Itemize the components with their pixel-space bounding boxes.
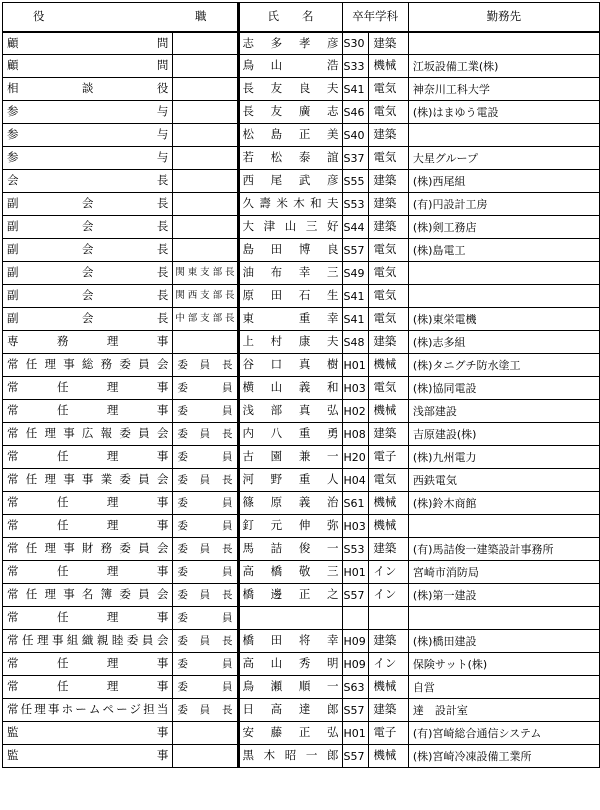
header-workplace: 勤務先 bbox=[408, 3, 599, 32]
role-cell: 常任理事 bbox=[3, 515, 173, 538]
name-cell: 久壽米木和夫 bbox=[238, 193, 342, 216]
table-row bbox=[3, 55, 600, 78]
role-cell: 副会長 bbox=[3, 239, 173, 262]
name-cell: 内八重勇 bbox=[238, 423, 342, 446]
role-cell: 顧問 bbox=[3, 32, 173, 55]
department-cell: 建築 bbox=[369, 170, 408, 193]
grad-year-cell: S41 bbox=[342, 285, 369, 308]
department-cell: 機械 bbox=[369, 492, 408, 515]
table-row bbox=[3, 170, 600, 193]
grad-year-cell: S37 bbox=[342, 147, 369, 170]
grad-year-cell: H01 bbox=[342, 561, 369, 584]
role-cell: 専務理事 bbox=[3, 331, 173, 354]
workplace-cell: (株)剣工務店 bbox=[408, 216, 599, 239]
role-cell: 副会長 bbox=[3, 262, 173, 285]
grad-year-cell: H09 bbox=[342, 630, 369, 653]
department-cell: イン bbox=[369, 653, 408, 676]
department-cell: 電気 bbox=[369, 285, 408, 308]
department-cell: イン bbox=[369, 561, 408, 584]
workplace-cell: 浅部建設 bbox=[408, 400, 599, 423]
name-cell: 若松泰誼 bbox=[238, 147, 342, 170]
workplace-cell: (有)馬詰俊一建築設計事務所 bbox=[408, 538, 599, 561]
grad-year-cell: S55 bbox=[342, 170, 369, 193]
department-cell: 機械 bbox=[369, 354, 408, 377]
grad-year-cell: S48 bbox=[342, 331, 369, 354]
table-row bbox=[3, 446, 600, 469]
table-row bbox=[3, 331, 600, 354]
sub-role-cell: 中部支部長 bbox=[173, 308, 238, 331]
table-row bbox=[3, 423, 600, 446]
sub-role-cell: 委員 bbox=[173, 400, 238, 423]
grad-year-cell: S41 bbox=[342, 78, 369, 101]
grad-year-cell: S40 bbox=[342, 124, 369, 147]
sub-role-cell: 委員長 bbox=[173, 469, 238, 492]
department-cell: 電気 bbox=[369, 308, 408, 331]
table-row bbox=[3, 262, 600, 285]
name-cell: 橋田将幸 bbox=[238, 630, 342, 653]
department-cell: 建築 bbox=[369, 630, 408, 653]
grad-year-cell: H09 bbox=[342, 653, 369, 676]
role-cell: 監事 bbox=[3, 745, 173, 768]
role-cell: 常任理事名簿委員会 bbox=[3, 584, 173, 607]
name-cell: 油布幸三 bbox=[238, 262, 342, 285]
table-row bbox=[3, 193, 600, 216]
table-row bbox=[3, 377, 600, 400]
grad-year-cell: S46 bbox=[342, 101, 369, 124]
role-cell: 監事 bbox=[3, 722, 173, 745]
table-row bbox=[3, 469, 600, 492]
header-role: 役 職 bbox=[3, 3, 239, 32]
department-cell: 電気 bbox=[369, 239, 408, 262]
department-cell: 電気 bbox=[369, 78, 408, 101]
grad-year-cell: S49 bbox=[342, 262, 369, 285]
name-cell: 長友良夫 bbox=[238, 78, 342, 101]
table-row bbox=[3, 216, 600, 239]
sub-role-cell bbox=[173, 722, 238, 745]
department-cell: 建築 bbox=[369, 193, 408, 216]
grad-year-cell: S30 bbox=[342, 32, 369, 55]
name-cell: 篠原義治 bbox=[238, 492, 342, 515]
grad-year-cell: S41 bbox=[342, 308, 369, 331]
name-cell: 古園兼一 bbox=[238, 446, 342, 469]
workplace-cell: (有)円設計工房 bbox=[408, 193, 599, 216]
table-row bbox=[3, 538, 600, 561]
workplace-cell: 江坂設備工業(株) bbox=[408, 55, 599, 78]
workplace-cell bbox=[408, 32, 599, 55]
sub-role-cell bbox=[173, 32, 238, 55]
sub-role-cell: 委員 bbox=[173, 653, 238, 676]
grad-year-cell: S53 bbox=[342, 538, 369, 561]
grad-year-cell: S33 bbox=[342, 55, 369, 78]
officer-roster-table bbox=[2, 2, 600, 768]
workplace-cell: (株)東栄電機 bbox=[408, 308, 599, 331]
department-cell: 建築 bbox=[369, 423, 408, 446]
workplace-cell: (株)はまゆう電設 bbox=[408, 101, 599, 124]
department-cell: 機械 bbox=[369, 745, 408, 768]
role-cell: 副会長 bbox=[3, 193, 173, 216]
sub-role-cell: 委員長 bbox=[173, 699, 238, 722]
role-cell: 副会長 bbox=[3, 308, 173, 331]
sub-role-cell: 委員 bbox=[173, 515, 238, 538]
sub-role-cell: 委員 bbox=[173, 561, 238, 584]
grad-year-cell: S57 bbox=[342, 745, 369, 768]
table-row bbox=[3, 630, 600, 653]
role-cell: 常任理事総務委員会 bbox=[3, 354, 173, 377]
workplace-cell: 達 設計室 bbox=[408, 699, 599, 722]
sub-role-cell: 委員長 bbox=[173, 423, 238, 446]
department-cell bbox=[369, 607, 408, 630]
department-cell: 電子 bbox=[369, 446, 408, 469]
sub-role-cell bbox=[173, 55, 238, 78]
name-cell: 浅部真弘 bbox=[238, 400, 342, 423]
name-cell: 馬詰俊一 bbox=[238, 538, 342, 561]
sub-role-cell bbox=[173, 124, 238, 147]
role-cell: 常任理事 bbox=[3, 676, 173, 699]
workplace-cell: (株)宮崎冷凍設備工業所 bbox=[408, 745, 599, 768]
table-row bbox=[3, 239, 600, 262]
department-cell: 建築 bbox=[369, 216, 408, 239]
table-row bbox=[3, 354, 600, 377]
sub-role-cell bbox=[173, 331, 238, 354]
role-cell: 顧問 bbox=[3, 55, 173, 78]
department-cell: 建築 bbox=[369, 699, 408, 722]
workplace-cell: (株)協同電設 bbox=[408, 377, 599, 400]
table-row bbox=[3, 285, 600, 308]
workplace-cell bbox=[408, 607, 599, 630]
sub-role-cell: 委員 bbox=[173, 446, 238, 469]
sub-role-cell: 委員 bbox=[173, 676, 238, 699]
table-row bbox=[3, 101, 600, 124]
sub-role-cell: 委員長 bbox=[173, 630, 238, 653]
grad-year-cell: H20 bbox=[342, 446, 369, 469]
workplace-cell bbox=[408, 124, 599, 147]
sub-role-cell bbox=[173, 170, 238, 193]
workplace-cell bbox=[408, 262, 599, 285]
name-cell: 高山秀明 bbox=[238, 653, 342, 676]
grad-year-cell: H03 bbox=[342, 515, 369, 538]
role-cell: 常任理事 bbox=[3, 607, 173, 630]
workplace-cell: 自営 bbox=[408, 676, 599, 699]
name-cell: 河野重人 bbox=[238, 469, 342, 492]
sub-role-cell bbox=[173, 745, 238, 768]
name-cell: 東 重幸 bbox=[238, 308, 342, 331]
name-cell: 高橋敬三 bbox=[238, 561, 342, 584]
grad-year-cell: S63 bbox=[342, 676, 369, 699]
role-cell: 常任理事 bbox=[3, 400, 173, 423]
grad-year-cell: H03 bbox=[342, 377, 369, 400]
sub-role-cell bbox=[173, 78, 238, 101]
grad-year-cell bbox=[342, 607, 369, 630]
name-cell: 黒木昭一郎 bbox=[238, 745, 342, 768]
grad-year-cell: H01 bbox=[342, 354, 369, 377]
role-cell: 参与 bbox=[3, 147, 173, 170]
table-row bbox=[3, 78, 600, 101]
department-cell: 建築 bbox=[369, 32, 408, 55]
name-cell: 横山義和 bbox=[238, 377, 342, 400]
table-row bbox=[3, 147, 600, 170]
table-row bbox=[3, 584, 600, 607]
sub-role-cell: 関西支部長 bbox=[173, 285, 238, 308]
department-cell: 機械 bbox=[369, 400, 408, 423]
role-cell: 常任理事 bbox=[3, 561, 173, 584]
name-cell: 松島正美 bbox=[238, 124, 342, 147]
role-cell: 常任理事広報委員会 bbox=[3, 423, 173, 446]
name-cell: 谷口真樹 bbox=[238, 354, 342, 377]
sub-role-cell: 委員長 bbox=[173, 538, 238, 561]
role-cell: 常任理事組織親睦委員会 bbox=[3, 630, 173, 653]
sub-role-cell: 関東支部長 bbox=[173, 262, 238, 285]
workplace-cell: 大星グループ bbox=[408, 147, 599, 170]
department-cell: 建築 bbox=[369, 124, 408, 147]
role-cell: 副会長 bbox=[3, 285, 173, 308]
department-cell: 電子 bbox=[369, 722, 408, 745]
grad-year-cell: H04 bbox=[342, 469, 369, 492]
sub-role-cell: 委員 bbox=[173, 492, 238, 515]
department-cell: 建築 bbox=[369, 538, 408, 561]
grad-year-cell: S57 bbox=[342, 699, 369, 722]
header-row bbox=[3, 3, 600, 32]
table-row bbox=[3, 699, 600, 722]
role-cell: 常任理事ホームページ担当 bbox=[3, 699, 173, 722]
role-cell: 副会長 bbox=[3, 216, 173, 239]
workplace-cell: (株)西尾組 bbox=[408, 170, 599, 193]
department-cell: 機械 bbox=[369, 676, 408, 699]
name-cell: 志多孝彦 bbox=[238, 32, 342, 55]
workplace-cell: (株)橋田建設 bbox=[408, 630, 599, 653]
table-row bbox=[3, 124, 600, 147]
workplace-cell bbox=[408, 515, 599, 538]
table-row bbox=[3, 492, 600, 515]
department-cell: 建築 bbox=[369, 331, 408, 354]
workplace-cell: 西鉄電気 bbox=[408, 469, 599, 492]
role-cell: 参与 bbox=[3, 101, 173, 124]
grad-year-cell: H01 bbox=[342, 722, 369, 745]
sub-role-cell bbox=[173, 193, 238, 216]
department-cell: 電気 bbox=[369, 147, 408, 170]
department-cell: 電気 bbox=[369, 262, 408, 285]
name-cell: 上村康夫 bbox=[238, 331, 342, 354]
table-row bbox=[3, 561, 600, 584]
department-cell: 電気 bbox=[369, 377, 408, 400]
role-cell: 会長 bbox=[3, 170, 173, 193]
name-cell: 長友廣志 bbox=[238, 101, 342, 124]
table-row bbox=[3, 400, 600, 423]
sub-role-cell: 委員 bbox=[173, 377, 238, 400]
name-cell: 鳥山 浩 bbox=[238, 55, 342, 78]
table-row bbox=[3, 515, 600, 538]
header-name: 氏 名 bbox=[238, 3, 342, 32]
role-cell: 常任理事 bbox=[3, 492, 173, 515]
name-cell: 安藤正弘 bbox=[238, 722, 342, 745]
name-cell: 島田博良 bbox=[238, 239, 342, 262]
grad-year-cell: S53 bbox=[342, 193, 369, 216]
department-cell: 電気 bbox=[369, 469, 408, 492]
grad-year-cell: S44 bbox=[342, 216, 369, 239]
workplace-cell: 吉原建設(株) bbox=[408, 423, 599, 446]
name-cell: 西尾武彦 bbox=[238, 170, 342, 193]
role-cell: 常任理事 bbox=[3, 377, 173, 400]
grad-year-cell: S61 bbox=[342, 492, 369, 515]
sub-role-cell bbox=[173, 147, 238, 170]
sub-role-cell: 委員 bbox=[173, 607, 238, 630]
roster-body bbox=[3, 32, 600, 768]
name-cell: 大津山三好 bbox=[238, 216, 342, 239]
department-cell: 機械 bbox=[369, 515, 408, 538]
name-cell bbox=[238, 607, 342, 630]
grad-year-cell: S57 bbox=[342, 584, 369, 607]
role-cell: 参与 bbox=[3, 124, 173, 147]
grad-year-cell: H02 bbox=[342, 400, 369, 423]
grad-year-cell: S57 bbox=[342, 239, 369, 262]
workplace-cell: (株)島電工 bbox=[408, 239, 599, 262]
workplace-cell: (株)第一建設 bbox=[408, 584, 599, 607]
department-cell: 機械 bbox=[369, 55, 408, 78]
name-cell: 鳥瀬順一 bbox=[238, 676, 342, 699]
role-cell: 常任理事事業委員会 bbox=[3, 469, 173, 492]
sub-role-cell bbox=[173, 216, 238, 239]
table-row bbox=[3, 745, 600, 768]
sub-role-cell bbox=[173, 239, 238, 262]
table-row bbox=[3, 607, 600, 630]
workplace-cell bbox=[408, 285, 599, 308]
department-cell: イン bbox=[369, 584, 408, 607]
department-cell: 電気 bbox=[369, 101, 408, 124]
grad-year-cell: H08 bbox=[342, 423, 369, 446]
name-cell: 橋邊正之 bbox=[238, 584, 342, 607]
header-grad: 卒年学科 bbox=[342, 3, 408, 32]
workplace-cell: (株)九州電力 bbox=[408, 446, 599, 469]
table-row bbox=[3, 32, 600, 55]
table-row bbox=[3, 308, 600, 331]
workplace-cell: (株)鈴木商館 bbox=[408, 492, 599, 515]
workplace-cell: (株)志多組 bbox=[408, 331, 599, 354]
table-row bbox=[3, 653, 600, 676]
sub-role-cell bbox=[173, 101, 238, 124]
sub-role-cell: 委員長 bbox=[173, 354, 238, 377]
workplace-cell: 宮崎市消防局 bbox=[408, 561, 599, 584]
workplace-cell: (株)タニグチ防水塗工 bbox=[408, 354, 599, 377]
table-row bbox=[3, 722, 600, 745]
name-cell: 原田石生 bbox=[238, 285, 342, 308]
workplace-cell: (有)宮崎総合通信システム bbox=[408, 722, 599, 745]
sub-role-cell: 委員長 bbox=[173, 584, 238, 607]
role-cell: 常任理事財務委員会 bbox=[3, 538, 173, 561]
workplace-cell: 神奈川工科大学 bbox=[408, 78, 599, 101]
role-cell: 常任理事 bbox=[3, 653, 173, 676]
workplace-cell: 保険サット(株) bbox=[408, 653, 599, 676]
name-cell: 日高達郎 bbox=[238, 699, 342, 722]
role-cell: 常任理事 bbox=[3, 446, 173, 469]
table-row bbox=[3, 676, 600, 699]
name-cell: 釘元伸弥 bbox=[238, 515, 342, 538]
role-cell: 相談役 bbox=[3, 78, 173, 101]
